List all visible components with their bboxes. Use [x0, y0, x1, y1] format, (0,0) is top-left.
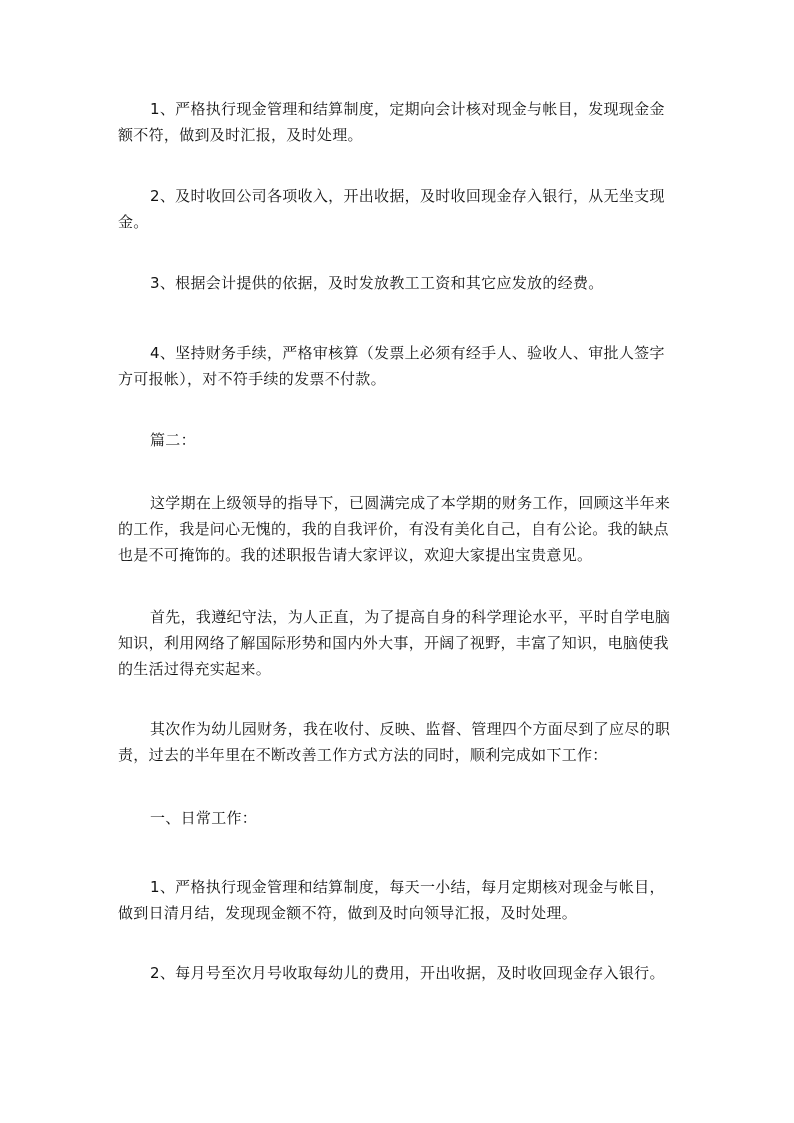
section-heading-daily-work: 一、日常工作：	[150, 809, 258, 827]
paragraph-self-study: 首先，我遵纪守法，为人正直，为了提高自身的科学理论水平，平时自学电脑知识，利用网络了解国际形势和国内外大事，开阔了视野，丰富了知识，电脑使我的生活过得充实起来。	[118, 608, 671, 678]
paragraph-income-collection: 2、及时收回公司各项收入，开出收据，及时收回现金存入银行，从无坐支现金。	[118, 187, 665, 231]
paragraph-daily-cash-check: 1、严格执行现金管理和结算制度，每天一小结，每月定期核对现金与帐目，做到日清月结，发现现金额不符，做到及时向领导汇报，及时处理。	[118, 878, 665, 922]
paragraph-duties: 其次作为幼儿园财务，我在收付、反映、监督、管理四个方面尽到了应尽的职责，过去的半年里在不断改善工作方式方法的同时，顺利完成如下工作：	[118, 720, 671, 764]
paragraph-cash-management: 1、严格执行现金管理和结算制度，定期向会计核对现金与帐目，发现现金金额不符，做到及时汇报，及时处理。	[118, 100, 665, 144]
paragraph-salary-payment: 3、根据会计提供的依据，及时发放教工工资和其它应发放的经费。	[150, 274, 604, 292]
paragraph-semester-review: 这学期在上级领导的指导下，已圆满完成了本学期的财务工作，回顾这半年来的工作，我是问心无愧的，我的自我评价，有没有美化自己，自有公论。我的缺点也是不可掩饰的。我的述职报告请大家评议，欢迎大家提出宝贵意见。	[118, 494, 671, 564]
paragraph-monthly-fees: 2、每月号至次月号收取每幼儿的费用，开出收据，及时收回现金存入银行。	[150, 964, 665, 982]
paragraph-audit-procedure: 4、坚持财务手续，严格审核算（发票上必须有经手人、验收人、审批人签字方可报帐），对不符手续的发票不付款。	[118, 344, 665, 388]
section-heading-part-two: 篇二：	[150, 431, 196, 449]
